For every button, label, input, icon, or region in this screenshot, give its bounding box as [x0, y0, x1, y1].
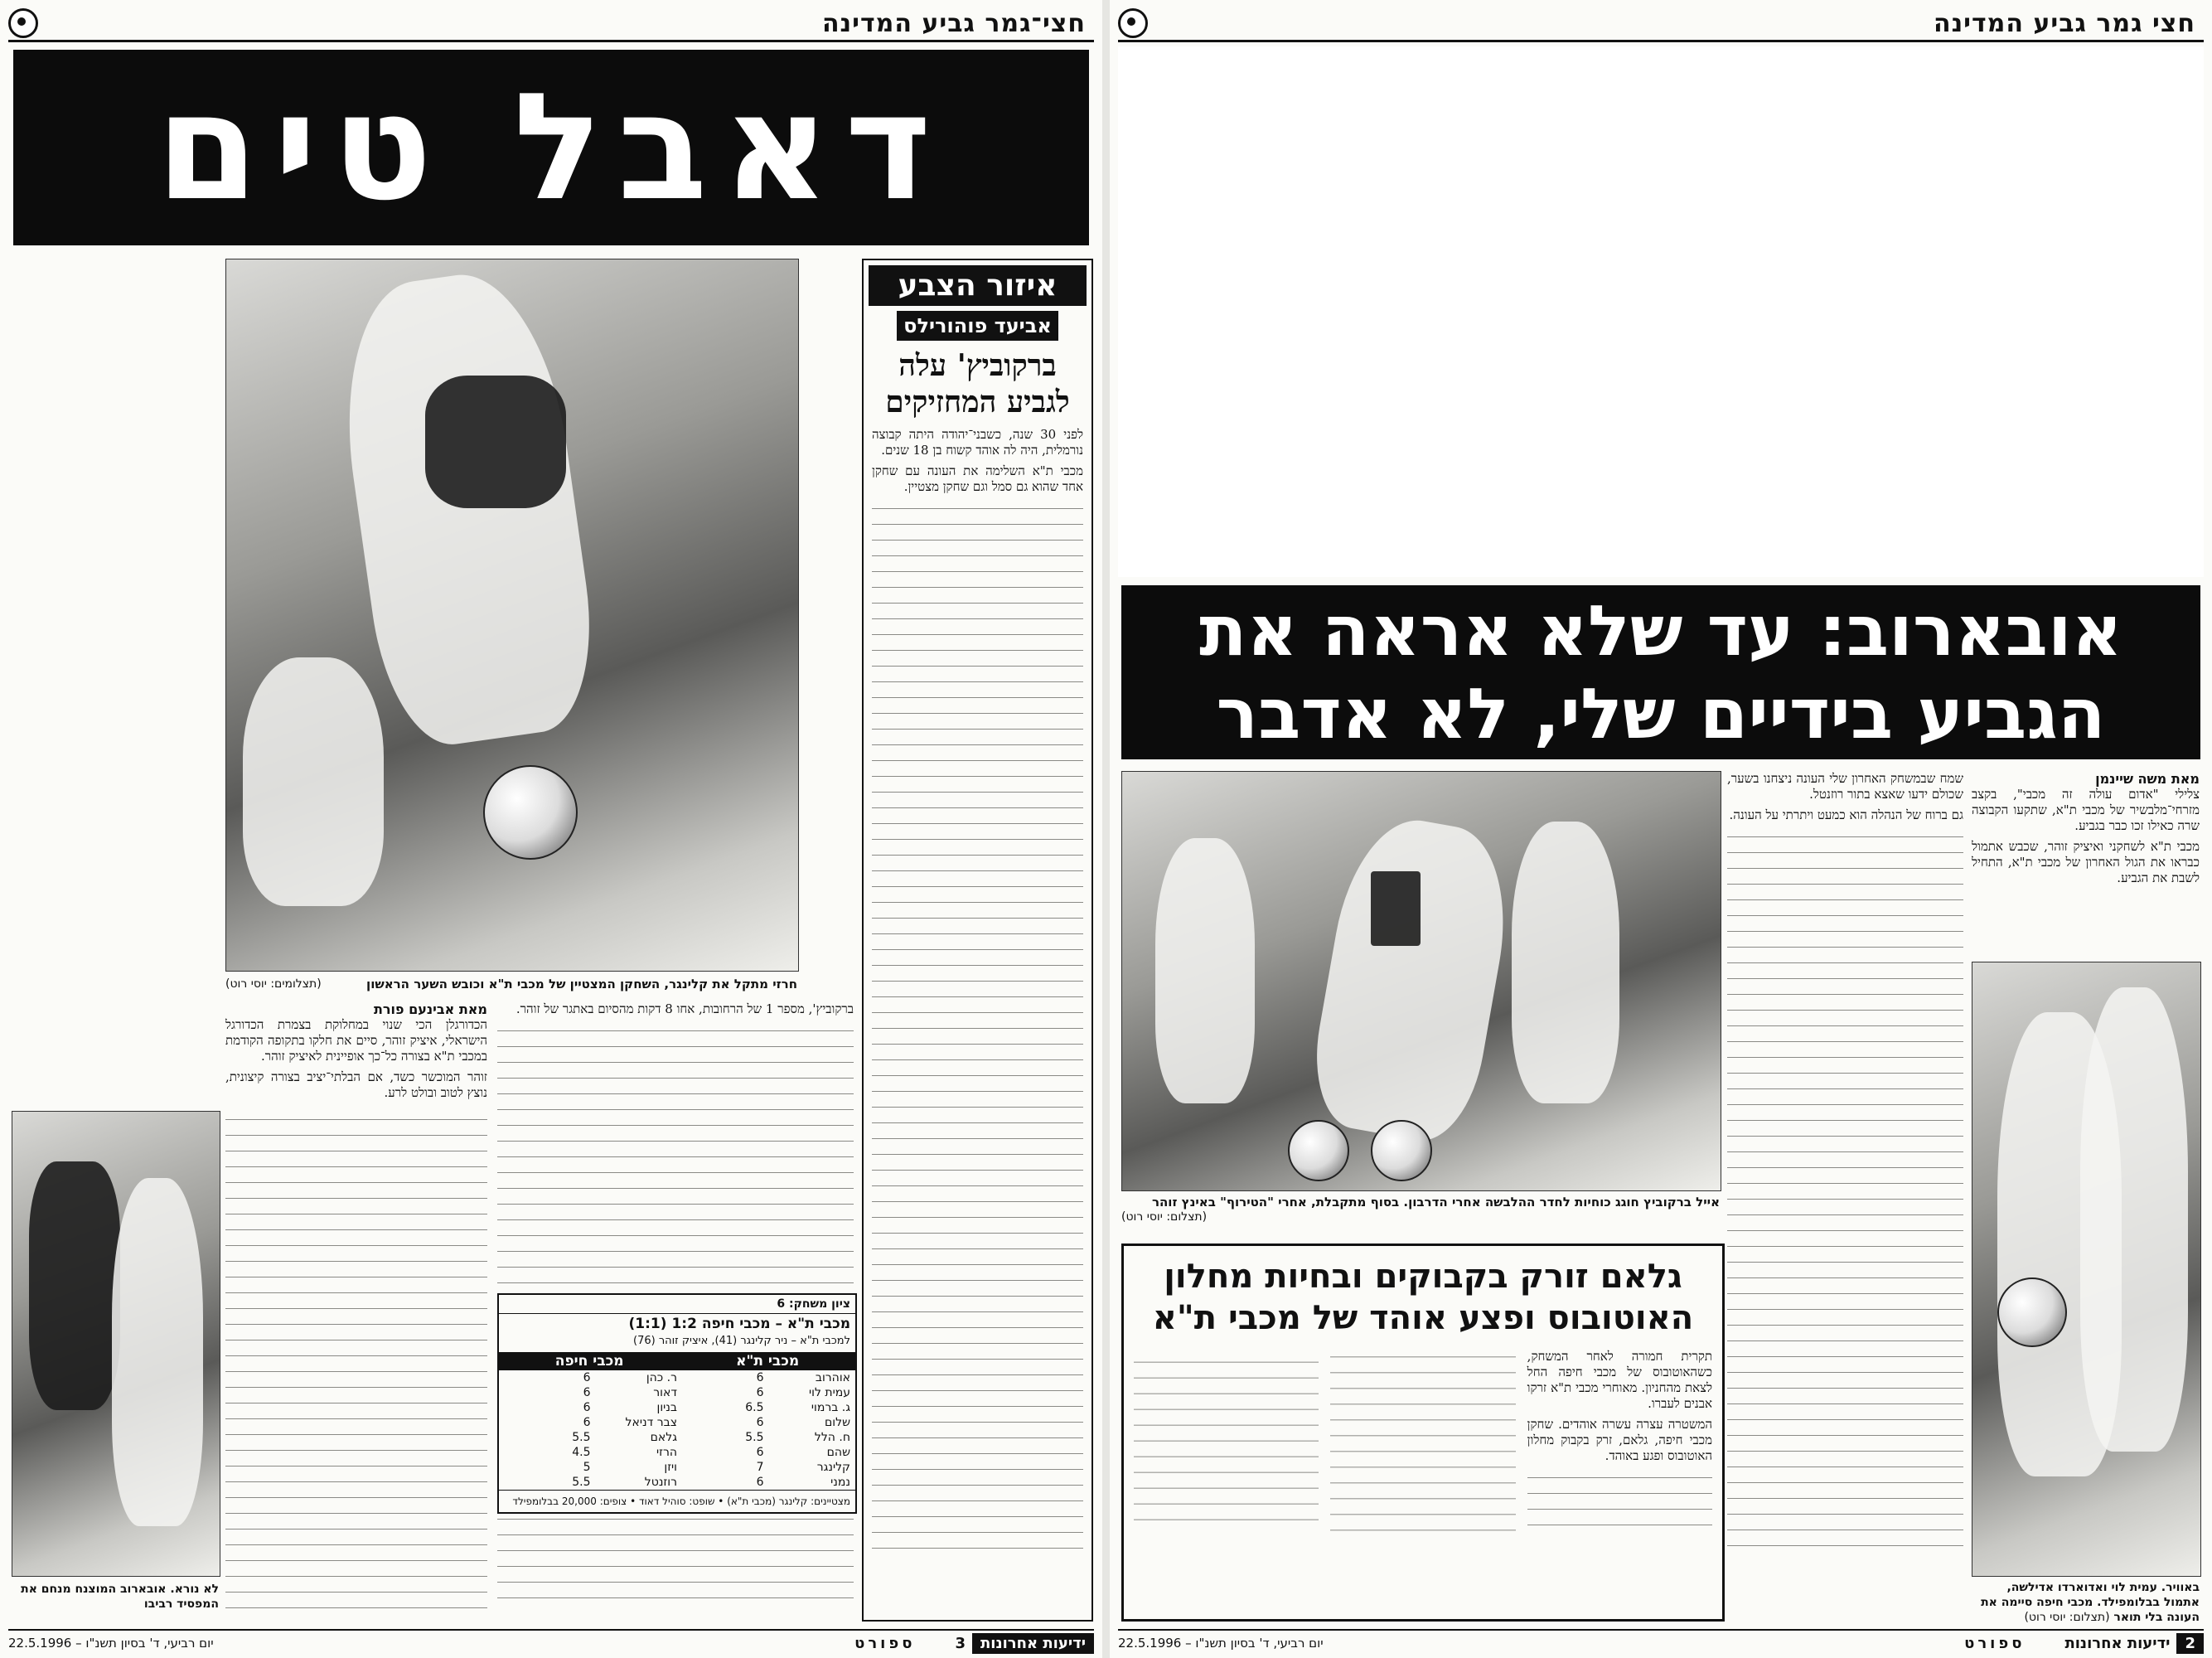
column-headline: ברקוביץ' עלה לגביע המחזיקים	[885, 348, 1070, 419]
main-photo-caption-text: חרזי מתקל את קלינגר, השחקן המצטיין של מכבי ת"א וכובש השער הראשון	[366, 977, 797, 991]
score-table-row	[499, 1400, 855, 1415]
player-jersey-dark	[425, 376, 566, 508]
score-table-cell: 6	[583, 1386, 591, 1399]
byline-name: משה שיינמן	[2095, 771, 2167, 787]
sub-story-paragraph: המשטרה עצרה עשרה אוהדים. שחקן מכבי חיפה, גלאם, זרק בקבוק מחלון האוטובוס ופגע באוהד.	[1527, 1417, 1712, 1463]
article-paragraph: ברקוביץ', מספר 1 של הרחובות, אחו 8 דקות מהסיום באתגר של זוהר.	[515, 1001, 854, 1016]
action-photo-caption	[1972, 1580, 2200, 1625]
sub-story-box	[1121, 1244, 1725, 1622]
score-table-cell: שהם	[826, 1446, 850, 1459]
header-title: חצי גמר גביע המדינה	[1933, 8, 2195, 38]
page-footer	[8, 1629, 1094, 1656]
footer-section: ספורט	[1964, 1634, 2026, 1652]
article-paragraph: גם ברוח של הנהלה הוא כמעט ויתרתי על העונה.	[1729, 807, 1963, 822]
footer-paper-name: ידיעות אחרונות	[2064, 1634, 2171, 1652]
byline-prefix: מאת	[458, 1001, 487, 1017]
score-table-cell: 6	[583, 1371, 591, 1384]
footer-section: ספורט	[854, 1634, 916, 1652]
article-paragraph: שמח שבמשחק האחרון שלי העונה ניצחנו בשער, שכולם ידעו שאצא בתור רוזנטל.	[1727, 771, 1963, 802]
byline-name: אבינעם פורת	[373, 1001, 455, 1017]
article-right-col	[1972, 771, 2200, 953]
score-table-cell: 6	[756, 1386, 764, 1399]
score-table-row	[499, 1415, 855, 1430]
action-photo-caption-text: באוויר. עמית לוי ואדוארדו אדילשה, אתמול בבלומפילד. מכבי חיפה סיימה את העונה בלי תואר	[1981, 1581, 2200, 1624]
column-paragraph: לפני 30 שנה, כשבני־יהודה היתה קבוצה נורמלית, היה לה אוהד קשוח בן 18 שנים.	[872, 427, 1083, 458]
footer-date: יום רביעי, ד' בסיון תשנ"ו – 22.5.1996	[8, 1636, 214, 1651]
soccer-ball-photo	[1288, 1120, 1349, 1181]
score-table-row	[499, 1475, 855, 1490]
score-title: מכבי ת"א – מכבי חיפה 1:2 (1:1)	[628, 1316, 850, 1332]
main-headline: דאבל טים	[13, 50, 1089, 245]
soccer-ball-photo	[1997, 1277, 2067, 1347]
celebration-photo-caption	[1121, 1195, 1720, 1224]
main-headline: אובארוב: עד שלא אראה את הגביע בידיים שלי, לא אדבר	[1121, 585, 2200, 759]
score-table-cell: עמית לוי	[809, 1386, 850, 1399]
player-figure	[1304, 810, 1522, 1149]
score-table-cell: בניון	[656, 1401, 677, 1414]
article-text-continuation	[225, 1111, 487, 1608]
article-lead-column	[225, 1001, 487, 1105]
score-rating-label: ציון משחק: 6	[499, 1295, 855, 1314]
column-box	[862, 259, 1093, 1622]
player-figure-2	[243, 657, 384, 906]
article-paragraph: מכבי ת"א לשחקני ואיציק זוהר, שכבש אתמול כבראו את הגול האחרון של מכבי ת"א, התחיל לשבת את הגביע.	[1972, 839, 2200, 885]
article-middle-col	[1727, 771, 1963, 1600]
soccer-ball-icon	[8, 8, 38, 38]
goalkeeper-figure	[29, 1161, 120, 1410]
score-table-row	[499, 1460, 855, 1475]
main-photo	[225, 259, 799, 972]
column-body	[872, 427, 1083, 1563]
score-table-cell: רוזנטל	[644, 1476, 677, 1489]
score-table-cell: שלום	[825, 1416, 850, 1429]
score-table-cell: 6	[756, 1416, 764, 1429]
score-table-row	[499, 1445, 855, 1460]
score-table-cell: 6	[583, 1416, 591, 1429]
footer-page-number: 2	[2176, 1633, 2204, 1654]
score-table-cell: ר. כהן	[646, 1371, 677, 1384]
sub-headline: גלאם זורק בקבוקים ובחיות מחלון האוטובוס ופצע אוהד של מכבי ת"א	[1152, 1258, 1694, 1337]
score-table-cell: 5	[583, 1461, 591, 1474]
sub-story-paragraph: תקרית חמורה לאחר המשחק, כשהאוטובוס של מכבי חיפה החל לצאת מהחניון. מאוחרי מכבי ת"א זרקו אבנים לעברו.	[1527, 1349, 1712, 1411]
footer-page-number: 3	[955, 1634, 966, 1652]
score-table-cell: צבר דניאל	[625, 1416, 677, 1429]
score-scorers: למכבי ת"א – ניר קלינגר (41), איציק זוהר (76)	[632, 1335, 850, 1347]
score-table-row	[499, 1385, 855, 1400]
match-score-box	[497, 1293, 857, 1514]
score-table-cell: נמני	[830, 1476, 850, 1489]
score-table-cell: גלאם	[650, 1431, 677, 1444]
page-gutter	[1102, 0, 1110, 1658]
action-photo-credit: (תצלום: יוסי רוט)	[2024, 1611, 2110, 1624]
score-table-cell: 6.5	[745, 1401, 764, 1414]
bottom-photo-caption: לא נורא. אובארוב המוצנח מנחם את המפסיד רביבו	[21, 1583, 219, 1611]
article-text-continuation	[1727, 828, 1963, 1558]
blank-area	[1118, 46, 2204, 577]
column-author: אביעד פוהורילס	[897, 311, 1058, 341]
score-table-cell: 6	[756, 1371, 764, 1384]
score-table-cell: 5.5	[745, 1431, 764, 1444]
celebration-photo-caption-text: אייל ברקוביץ חוגג כוחיות לחדר ההלבשה אחרי הדרבון. בסוף מתקבלת, אחרי "הטירוף" באינץ זוהר	[1151, 1195, 1720, 1210]
article-bottom-col-left	[225, 1111, 487, 1615]
ad-board	[616, 574, 782, 624]
score-table-cell: 5.5	[572, 1431, 591, 1444]
soccer-ball-photo-2	[1371, 1120, 1432, 1181]
score-table-cell: ג. ברמוי	[811, 1401, 850, 1414]
newspaper-page-2	[1110, 0, 2212, 1658]
page-header	[8, 7, 1094, 42]
score-team-header: מכבי ת"א	[736, 1353, 800, 1370]
celebration-photo	[1121, 771, 1721, 1191]
article-byline-line	[225, 1001, 487, 1017]
score-table-cell: 7	[756, 1461, 764, 1474]
action-photo	[1972, 962, 2201, 1577]
article-byline-line	[1972, 771, 2200, 787]
main-photo-caption	[225, 977, 797, 991]
score-table-cell: 6	[756, 1446, 764, 1459]
main-photo-credit: (תצלומים: יוסי רוט)	[225, 977, 322, 991]
bottom-photo	[12, 1111, 220, 1577]
score-table-cell: דאור	[653, 1386, 677, 1399]
soccer-ball-icon	[1118, 8, 1148, 38]
score-table-cell: ויזן	[664, 1461, 677, 1474]
score-table-cell: הרזי	[656, 1446, 677, 1459]
byline-prefix: מאת	[2171, 771, 2200, 787]
score-table-cell: 5.5	[572, 1476, 591, 1489]
sub-story-body	[1134, 1349, 1712, 1597]
player-figure-3	[112, 1178, 203, 1526]
score-table-cell: אוהרוב	[815, 1371, 850, 1384]
score-team-header: מכבי חיפה	[554, 1353, 624, 1370]
score-table-cell: 6	[756, 1476, 764, 1489]
score-table-row	[499, 1370, 855, 1385]
police-officer-2	[1512, 822, 1619, 1103]
player-figure-2	[2080, 987, 2188, 1452]
column-section-title: איזור הצבע	[869, 265, 1087, 306]
footer-paper-name: ידיעות אחרונות	[972, 1633, 1094, 1654]
footer-date: יום רביעי, ד' בסיון תשנ"ו – 22.5.1996	[1118, 1636, 1324, 1651]
score-table-cell: ח. הלל	[814, 1431, 850, 1444]
score-table-cell: 6	[583, 1401, 591, 1414]
article-paragraph: זוהר המוכשר כשד, אם הבלתי־יציב בצורה קיצונית, נוצץ לטוב ובולט לרע.	[225, 1069, 487, 1100]
score-table-header	[499, 1352, 855, 1370]
article-paragraph: צלילי "אדום עולה זה מכבי", בקצב מזרחי־מלבשיר של מכבי ת"א, שתקעו הקבוצה שרה כאילו זכו כבר בגביע.	[1972, 787, 2200, 833]
score-table-row	[499, 1430, 855, 1445]
article-paragraph: הכדורגלן הכי שנוי במחלוקת בצמרת הכדורגל הישראלי, איציק זוהר, סיים את חלקו בתקופה הקודמת במכבי ת"א בצורה כל־כך אופיינית לאיציק זוהר.	[225, 1017, 487, 1064]
page-header	[1118, 7, 2204, 42]
score-notes: מצטיינים: קלינגר (מכבי ת"א) • שופט: סוהיל דאוד • צופים: 20,000 בבלומפילד	[499, 1490, 855, 1512]
header-title: חצי־גמר גביע המדינה	[821, 8, 1086, 38]
score-table-cell: קלינגר	[816, 1461, 850, 1474]
soccer-ball-photo	[483, 765, 578, 860]
column-body-continuation	[872, 500, 1083, 1561]
celebration-photo-credit: (תצלום: יוסי רוט)	[1121, 1210, 1208, 1224]
score-table-cell: 4.5	[572, 1446, 591, 1459]
number-9	[1371, 871, 1421, 946]
newspaper-page-3	[0, 0, 1102, 1658]
column-paragraph: מכבי ת"א השלימה את העונה עם שחקן אחד שהוא גם סמל וגם שחקן מצטיין.	[872, 463, 1083, 494]
page-footer	[1118, 1629, 2204, 1656]
police-officer	[1155, 838, 1255, 1103]
player-figure	[327, 264, 605, 754]
